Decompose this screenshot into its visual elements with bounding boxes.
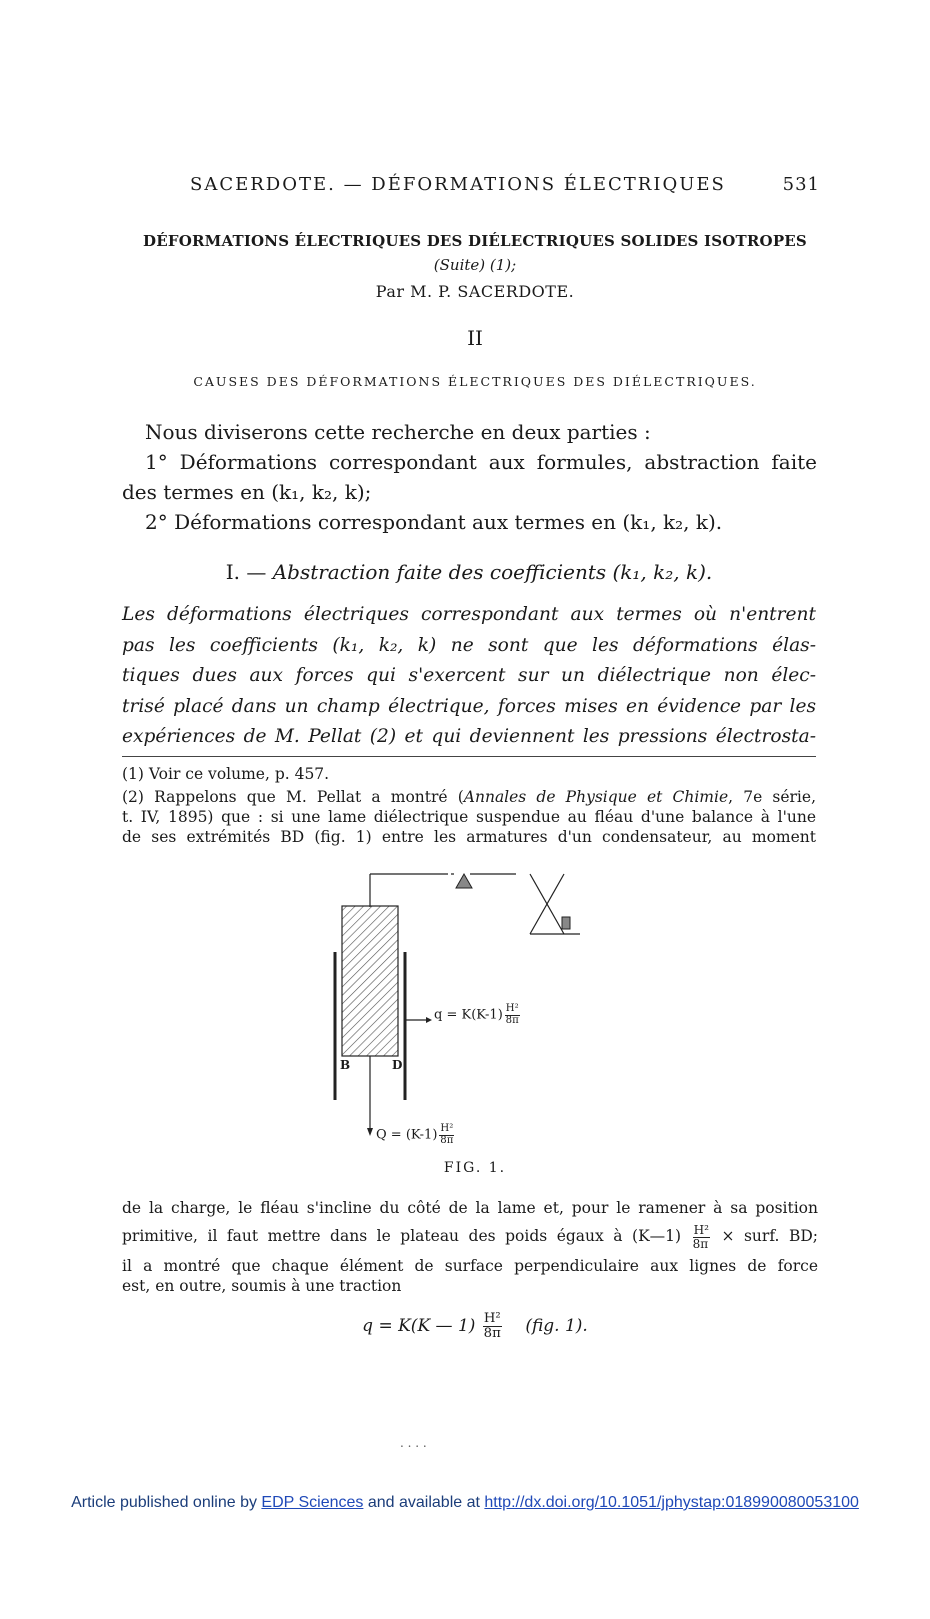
footnote-2-part-b: , 7e série, <box>728 788 816 806</box>
force-q-num: H² <box>505 1003 519 1014</box>
footnote-2-line-3: de ses extrémités BD (fig. 1) entre les armatures d'un condensateur, au moment <box>122 828 816 846</box>
figure-caption: FIG. 1. <box>443 1160 507 1176</box>
italic-line-5: expériences de M. Pellat (2) et qui deviennent les pressions électrosta- <box>122 726 816 747</box>
force-Q-text: Q = (K-1) <box>376 1127 438 1143</box>
formula-fraction <box>483 1312 502 1341</box>
body-line-1: Nous diviserons cette recherche en deux parties : <box>145 420 651 444</box>
subsection-text: Abstraction faite des coefficients (k₁, k₂, k). <box>272 560 713 584</box>
footnote-2-journal: Annales de Physique et Chimie <box>463 788 729 806</box>
force-Q-fraction <box>439 1124 454 1146</box>
force-Q-num: H² <box>440 1123 454 1134</box>
scan-dots: . . . . <box>400 1436 427 1450</box>
force-q-text: q = K(K-1) <box>434 1007 503 1023</box>
dielectric-slab <box>342 906 398 1056</box>
italic-paragraph <box>122 600 816 753</box>
italic-line-4: trisé placé dans un champ électrique, forces mises en évidence par les <box>122 695 816 717</box>
formula-ref: (fig. 1). <box>525 1315 588 1336</box>
footnote-2 <box>122 787 816 847</box>
continuation-fraction-num: H² <box>693 1223 709 1237</box>
footnote-1: (1) Voir ce volume, p. 457. <box>122 765 330 783</box>
continuation-paragraph <box>122 1198 818 1296</box>
fulcrum <box>456 874 472 888</box>
body-line-3: des termes en (k₁, k₂, k); <box>122 480 372 504</box>
subsection-number: I. — <box>225 560 273 584</box>
continuation-line-2-b: × surf. BD; <box>721 1227 818 1246</box>
article-byline: Par M. P. SACERDOTE. <box>375 282 575 301</box>
running-head <box>190 174 820 195</box>
footnote-2-part-a: (2) Rappelons que M. Pellat a montré ( <box>122 788 464 806</box>
article-suite: (Suite) (1); <box>433 256 517 274</box>
force-q-den: 8π <box>505 1014 519 1026</box>
body-line-2: 1° Déformations correspondant aux formules, abstraction faite <box>145 450 817 474</box>
italic-line-2: pas les coefficients (k₁, k₂, k) ne sont que les déformations élas- <box>122 634 816 656</box>
force-q-fraction <box>505 1004 520 1026</box>
force-q-label <box>434 1004 522 1026</box>
figure-1 <box>280 862 580 1162</box>
continuation-line-1: de la charge, le fléau s'incline du côté de la lame et, pour le ramener à sa position <box>122 1199 818 1217</box>
figure-1-drawing <box>280 862 580 1162</box>
continuation-fraction <box>693 1224 710 1250</box>
part-numeral: II <box>467 326 483 350</box>
footnote-2-line-1 <box>122 787 816 807</box>
footnote-rule <box>122 756 816 757</box>
force-Q-den: 8π <box>440 1134 454 1146</box>
arrow-q <box>426 1017 432 1023</box>
page-number: 531 <box>782 174 820 195</box>
label-B: B <box>340 1058 351 1072</box>
footnote-2-line-2: t. IV, 1895) que : si une lame diélectrique suspendue au fléau d'une balance à l'une <box>122 808 816 826</box>
running-head-text: SACERDOTE. — DÉFORMATIONS ÉLECTRIQUES <box>190 174 726 195</box>
footer-middle: and available at <box>363 1494 485 1511</box>
formula <box>120 1312 830 1341</box>
publisher-footer <box>0 1494 930 1512</box>
force-Q-label <box>376 1124 456 1146</box>
formula-den: 8π <box>483 1325 501 1341</box>
subsection-heading <box>122 560 816 584</box>
footer-prefix: Article published online by <box>71 1494 262 1511</box>
section-title: CAUSES DES DÉFORMATIONS ÉLECTRIQUES DES DIÉLECTRIQUES. <box>193 374 757 389</box>
italic-line-1: Les déformations électriques correspondant aux termes où n'entrent <box>122 604 816 625</box>
article-title: DÉFORMATIONS ÉLECTRIQUES DES DIÉLECTRIQUES SOLIDES ISOTROPES <box>143 232 807 250</box>
publisher-link[interactable]: EDP Sciences <box>261 1494 364 1511</box>
italic-line-3: tiques dues aux forces qui s'exercent sur un diélectrique non élec- <box>122 665 816 686</box>
weight <box>562 917 570 929</box>
body-line-4: 2° Déformations correspondant aux termes en (k₁, k₂, k). <box>145 510 723 534</box>
formula-num: H² <box>483 1311 501 1326</box>
formula-lhs: q = K(K — 1) <box>362 1315 476 1336</box>
continuation-line-4: est, en outre, soumis à une traction <box>122 1277 402 1296</box>
continuation-line-2-a: primitive, il faut mettre dans le plateau des poids égaux à (K—1) <box>122 1227 682 1246</box>
label-D: D <box>392 1058 403 1072</box>
continuation-line-3: il a montré que chaque élément de surface perpendiculaire aux lignes de force <box>122 1257 818 1276</box>
arrow-Q <box>367 1128 373 1136</box>
continuation-line-2 <box>122 1224 818 1250</box>
continuation-fraction-den: 8π <box>692 1236 709 1251</box>
doi-link[interactable]: http://dx.doi.org/10.1051/jphystap:018990080053100 <box>484 1494 859 1511</box>
